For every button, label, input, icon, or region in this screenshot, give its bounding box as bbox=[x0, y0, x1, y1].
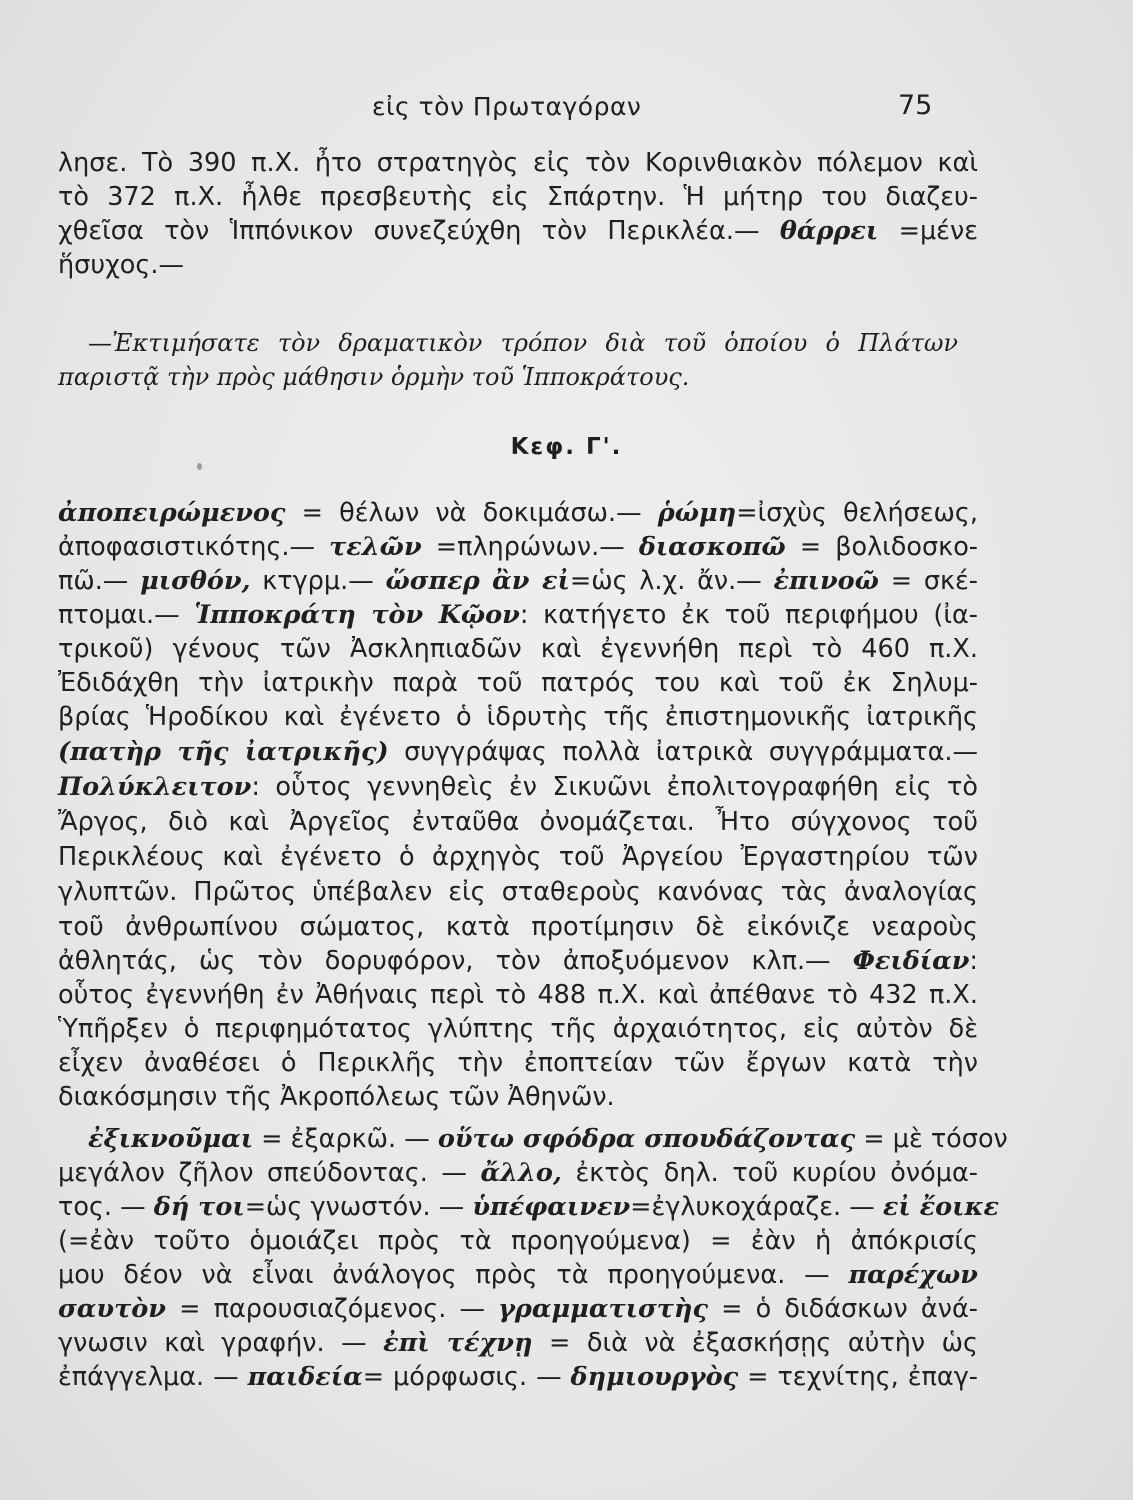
line-text: = μόρφωσις. — bbox=[362, 1362, 571, 1392]
line-text: Ἄργος, διὸ καὶ Ἀργεῖος ἐνταῦθα ὀνομάζεται. Ἦτο σύγχονος τοῦ bbox=[58, 807, 978, 837]
line-text: = θέλων νὰ δοκιμάσω.— bbox=[285, 498, 658, 528]
line-text: = βολιδοσκο- bbox=[785, 532, 978, 562]
line-text: τρικοῦ) γένους τῶν Ἀσκληπιαδῶν καὶ ἐγεννήθη περὶ τὸ 460 π.Χ. bbox=[58, 634, 978, 664]
gloss-line bbox=[88, 1122, 1008, 1156]
line-text: =ἐγλυκοχάραζε. — bbox=[630, 1192, 883, 1222]
headword: ὑπέφαινεν bbox=[472, 1192, 631, 1222]
text-line bbox=[58, 146, 978, 180]
headword: ἀποπειρώμενος bbox=[58, 498, 286, 528]
headword: ῥώμη bbox=[657, 498, 737, 528]
exercise-line bbox=[88, 326, 958, 360]
line-text: = ἐξαρκῶ. — bbox=[253, 1124, 438, 1154]
headword: εἰ ἔοικε bbox=[882, 1192, 1000, 1222]
line-text: συγγράψας πολλὰ ἰατρικὰ συγγράμματα.— bbox=[388, 737, 978, 767]
headword: Φειδίαν bbox=[852, 946, 970, 976]
headword: οὕτω σφόδρα σπουδάζοντας bbox=[437, 1124, 856, 1154]
headword: ἄλλο, bbox=[480, 1158, 562, 1188]
line-text: : οὗτος γεννηθεὶς ἐν Σικυῶνι ἐπολιτογραφήθη εἰς τὸ bbox=[251, 772, 978, 802]
line-text: τοῦ ἀνθρωπίνου σώματος, κατὰ προτίμησιν δὲ εἰκόνιζε νεαροὺς bbox=[58, 912, 978, 942]
headword: ἐπὶ τέχνῃ bbox=[383, 1328, 533, 1358]
line-text: τὸ 372 π.Χ. ἦλθε πρεσβευτὴς εἰς Σπάρτην. Ἡ μήτηρ του διαζευ- bbox=[58, 182, 978, 212]
line-text: = τεχνίτης, ἐπαγ- bbox=[738, 1362, 978, 1392]
headword: (πατὴρ τῆς ἰατρικῆς) bbox=[58, 737, 389, 767]
headword: δημιουργὸς bbox=[570, 1362, 739, 1392]
gloss-line bbox=[58, 496, 978, 530]
gloss-line bbox=[58, 1360, 978, 1394]
line-text: τος. — bbox=[58, 1192, 154, 1222]
line-text: ἥσυχος.— bbox=[58, 250, 184, 280]
headword: σαυτὸν bbox=[58, 1294, 166, 1324]
line-text: ἐκτὸς δηλ. τοῦ κυρίου ὀνόμα- bbox=[561, 1158, 978, 1188]
headword: δή τοι bbox=[153, 1192, 245, 1222]
gloss-line bbox=[58, 735, 978, 769]
gloss-line bbox=[58, 910, 978, 944]
headword: τελῶν bbox=[329, 532, 422, 562]
gloss-line bbox=[58, 1080, 978, 1114]
headword: ἐπινοῶ bbox=[773, 566, 879, 596]
line-text: Ἐδιδάχθη τὴν ἰατρικὴν παρὰ τοῦ πατρός του καὶ τοῦ ἐκ Σηλυμ- bbox=[58, 668, 978, 698]
text-line bbox=[58, 214, 978, 248]
line-text: (=ἐὰν τοῦτο ὁμοιάζει πρὸς τὰ προηγούμενα) = ἐὰν ἡ ἀπόκρισίς bbox=[58, 1226, 978, 1256]
line-text: χθεῖσα τὸν Ἱππόνικον συνεζεύχθη τὸν Περικλέα.— bbox=[58, 216, 780, 246]
gloss-line bbox=[58, 700, 978, 734]
exercise-text: παριστᾷ τὴν πρὸς μάθησιν ὁρμὴν τοῦ Ἱπποκράτους. bbox=[58, 363, 690, 391]
line-text: = παρουσιαζόμενος. — bbox=[165, 1294, 499, 1324]
line-text: =ἰσχὺς θελήσεως, bbox=[736, 498, 978, 528]
chapter-heading: Κεφ. Γ'. bbox=[510, 434, 623, 460]
line-text: : κατήγετο ἐκ τοῦ περιφήμου (ἰα- bbox=[519, 600, 978, 630]
line-text: = ὁ διδάσκων ἀνά- bbox=[707, 1294, 978, 1324]
gloss-line bbox=[58, 1012, 978, 1046]
line-text: πτομαι.— bbox=[58, 600, 195, 630]
text-line bbox=[58, 248, 978, 282]
line-text: =μένε bbox=[878, 216, 978, 246]
gloss-line bbox=[58, 840, 978, 874]
line-text: πῶ.— bbox=[58, 566, 141, 596]
gloss-line bbox=[58, 632, 978, 666]
page-header bbox=[0, 92, 1133, 132]
gloss-line bbox=[58, 598, 978, 632]
gloss-line bbox=[58, 1156, 978, 1190]
gloss-line bbox=[58, 875, 978, 909]
gloss-line bbox=[58, 1292, 978, 1326]
headword: παιδεία bbox=[247, 1362, 363, 1392]
line-text: διακόσμησιν τῆς Ἀκροπόλεως τῶν Ἀθηνῶν. bbox=[58, 1082, 615, 1112]
line-text: γλυπτῶν. Πρῶτος ὑπέβαλεν εἰς σταθεροὺς κανόνας τὰς ἀναλογίας bbox=[58, 877, 978, 907]
headword: μισθόν, bbox=[140, 566, 251, 596]
line-text: =πληρώνων.— bbox=[421, 532, 639, 562]
headword: ἐξικνοῦμαι bbox=[88, 1124, 254, 1154]
gloss-line bbox=[58, 1190, 1000, 1224]
headword: Πολύκλειτον bbox=[58, 772, 252, 802]
line-text: ἐπάγγελμα. — bbox=[58, 1362, 248, 1392]
line-text: : bbox=[969, 946, 978, 976]
line-text: ἀποφασιστικότης.— bbox=[58, 532, 330, 562]
exercise-text: —Ἐκτιμήσατε τὸν δραματικὸν τρόπον διὰ τοῦ ὁποίου ὁ Πλάτων bbox=[88, 329, 958, 357]
line-text: γνωσιν καὶ γραφήν. — bbox=[58, 1328, 384, 1358]
gloss-line bbox=[58, 770, 978, 804]
headword: παρέχων bbox=[848, 1260, 978, 1290]
line-text: ἀθλητάς, ὡς τὸν δορυφόρον, τὸν ἀποξυόμενον κλπ.— bbox=[58, 946, 853, 976]
gloss-line bbox=[58, 805, 978, 839]
gloss-line bbox=[58, 1224, 978, 1258]
line-text: μεγάλον ζῆλον σπεύδοντας. — bbox=[58, 1158, 481, 1188]
exercise-line bbox=[58, 360, 978, 394]
gloss-line bbox=[58, 1326, 978, 1360]
line-text: εἶχεν ἀναθέσει ὁ Περικλῆς τὴν ἐποπτείαν τῶν ἔργων κατὰ τὴν bbox=[58, 1048, 978, 1078]
headword: ὥσπερ ἂν εἰ bbox=[385, 566, 570, 596]
gloss-line bbox=[58, 530, 978, 564]
gloss-line bbox=[58, 1258, 978, 1292]
gloss-line bbox=[58, 564, 978, 598]
gloss-line bbox=[58, 1046, 978, 1080]
line-text: = μὲ τόσον bbox=[855, 1124, 1008, 1154]
line-text: κτγρμ.— bbox=[250, 566, 386, 596]
text-line bbox=[58, 180, 978, 214]
line-text: = διὰ νὰ ἐξασκήσῃς αὐτὴν ὡς bbox=[532, 1328, 978, 1358]
page-number: 75 bbox=[898, 90, 933, 121]
gloss-line bbox=[58, 978, 978, 1012]
line-text: λησε. Τὸ 390 π.Χ. ἦτο στρατηγὸς εἰς τὸν Κορινθιακὸν πόλεμον καὶ bbox=[58, 148, 978, 178]
running-head: εἰς τὸν Πρωταγόραν bbox=[372, 92, 642, 121]
headword: διασκοπῶ bbox=[638, 532, 786, 562]
line-text: =ὡς γνωστόν. — bbox=[244, 1192, 473, 1222]
line-text: Περικλέους καὶ ἐγένετο ὁ ἀρχηγὸς τοῦ Ἀργείου Ἐργαστηρίου τῶν bbox=[58, 842, 978, 872]
line-text: Ὑπῆρξεν ὁ περιφημότατος γλύπτης τῆς ἀρχαιότητος, εἰς αὐτὸν δὲ bbox=[58, 1014, 978, 1044]
headword: Ἱπποκράτη τὸν Κῷον bbox=[194, 600, 520, 630]
line-text: οὗτος ἐγεννήθη ἐν Ἀθήναις περὶ τὸ 488 π.Χ. καὶ ἀπέθανε τὸ 432 π.Χ. bbox=[58, 980, 978, 1010]
line-text: μου δέον νὰ εἶναι ἀνάλογος πρὸς τὰ προηγούμενα. — bbox=[58, 1260, 849, 1290]
line-text: = σκέ- bbox=[878, 566, 978, 596]
headword: γραμματιστὴς bbox=[498, 1294, 708, 1324]
line-text: βρίας Ἡροδίκου καὶ ἐγένετο ὁ ἱδρυτὴς τῆς ἐπιστημονικῆς ἰατρικῆς bbox=[58, 702, 978, 732]
print-speck bbox=[197, 463, 202, 470]
line-text: =ὡς λ.χ. ἄν.— bbox=[569, 566, 774, 596]
gloss-line bbox=[58, 666, 978, 700]
headword: θάρρει bbox=[779, 216, 879, 246]
gloss-line bbox=[58, 944, 978, 978]
